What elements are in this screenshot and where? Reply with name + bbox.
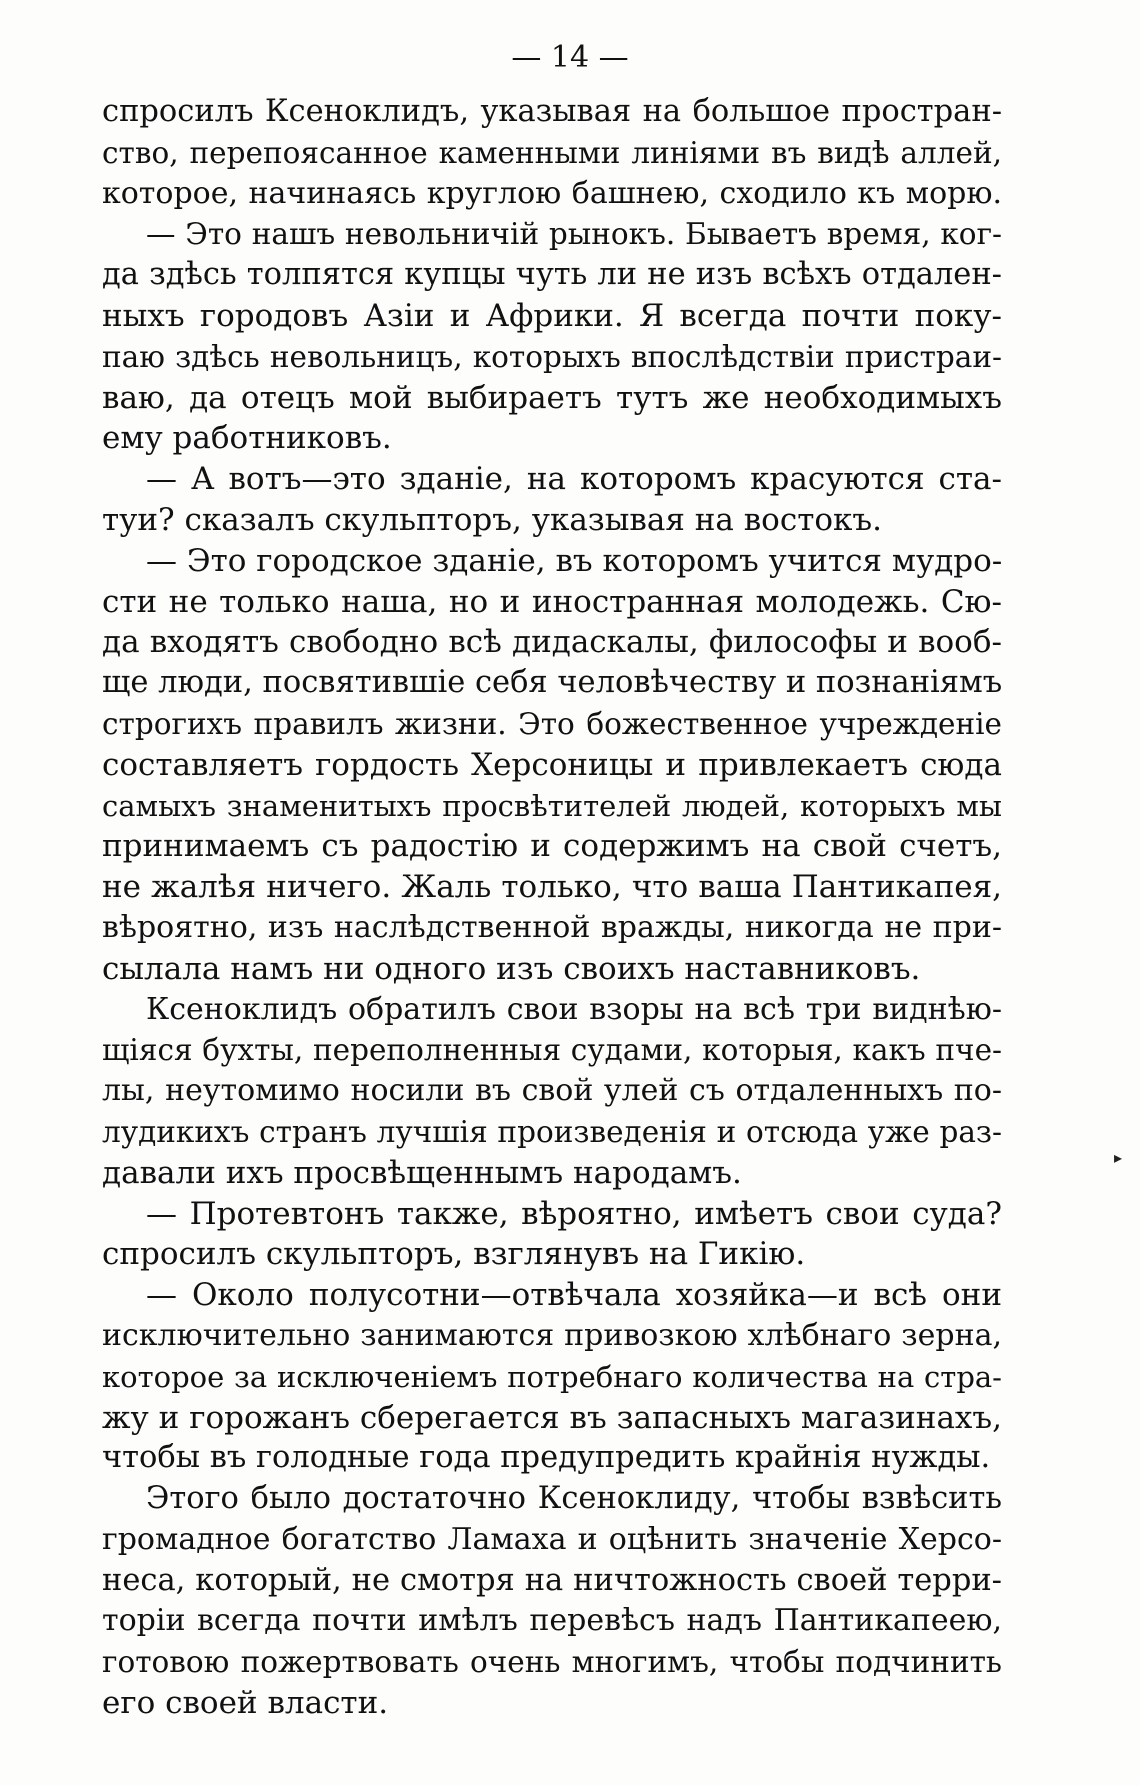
margin-mark: ▸	[1114, 1148, 1123, 1167]
text-line: не жалѣя ничего. Жаль только, что ваша Пантикапея,	[102, 869, 1002, 906]
text-line: готовою пожертвовать очень многимъ, чтобы подчинить	[102, 1645, 1002, 1680]
page-number: — 14 —	[511, 40, 629, 75]
text-line: составляетъ гордость Херсоницы и привлекаетъ сюда	[102, 746, 1002, 783]
text-line: сылала намъ ни одного изъ своихъ наставниковъ.	[102, 950, 921, 987]
text-line: жу и горожанъ сберегается въ запасныхъ магазинахъ,	[102, 1399, 1002, 1436]
text-line: которое, начинаясь круглою башнею, сходило къ морю.	[102, 175, 1002, 211]
text-line: паю здѣсь невольницъ, которыхъ впослѣдствіи пристраи-	[102, 339, 1002, 374]
text-line: ему работниковъ.	[102, 420, 392, 457]
text-line: спросилъ Ксеноклидъ, указывая на большое простран-	[102, 94, 1002, 129]
text-line: его своей власти.	[102, 1685, 389, 1722]
text-line: Этого было достаточно Ксеноклиду, чтобы взвѣсить	[146, 1481, 1002, 1517]
text-line: ваю, да отецъ мой выбираетъ тутъ же необходимыхъ	[102, 379, 1002, 416]
text-line: неса, который, не смотря на ничтожность своей терри-	[102, 1562, 1002, 1598]
text-line: принимаемъ съ радостію и содержимъ на свой счетъ,	[102, 828, 1002, 865]
text-line: — А вотъ—это зданіе, на которомъ красуются ста-	[146, 461, 1002, 498]
text-line: лы, неутомимо носили въ свой улей съ отдаленныхъ по-	[102, 1073, 1002, 1109]
text-line: да здѣсь толпятся купцы чуть ли не изъ всѣхъ отдален-	[102, 257, 1002, 293]
text-line: — Около полусотни—отвѣчала хозяйка—и всѣ они	[146, 1277, 1002, 1314]
text-line: торіи всегда почти имѣлъ перевѣсъ надъ Пантикапеею,	[102, 1603, 1002, 1639]
text-line: да входятъ свободно всѣ дидаскалы, философы и вооб-	[102, 624, 1002, 661]
text-line: строгихъ правилъ жизни. Это божественное учрежденіе	[102, 706, 1002, 741]
text-line: чтобы въ голодные года предупредить крайнія нужды.	[102, 1440, 991, 1476]
text-line: — Это нашъ невольничій рынокъ. Бываетъ время, ког-	[146, 217, 1002, 252]
text-line: туи? сказалъ скульпторъ, указывая на востокъ.	[102, 501, 882, 538]
text-line: ще люди, посвятившіе себя человѣчеству и познаніямъ	[102, 665, 1002, 701]
text-line: сти не только наша, но и иностранная молодежь. Сю-	[102, 583, 1002, 620]
text-line: спросилъ скульпторъ, взглянувъ на Гикію.	[102, 1236, 806, 1273]
text-line: исключительно занимаются привозкою хлѣбнаго зерна,	[102, 1317, 1002, 1353]
text-line: громадное богатство Ламаха и оцѣнить значеніе Херсо-	[102, 1521, 1002, 1557]
text-line: ныхъ городовъ Азіи и Африки. Я всегда почти поку-	[102, 297, 1002, 334]
text-line: ство, перепоясанное каменными линіями въ видѣ аллей,	[102, 135, 1002, 170]
body-text	[102, 92, 1002, 1724]
text-line: давали ихъ просвѣщеннымъ народамъ.	[102, 1154, 742, 1191]
text-line: вѣроятно, изъ наслѣдственной вражды, никогда не при-	[102, 909, 1002, 945]
text-line: щіяся бухты, переполненныя судами, которыя, какъ пче-	[102, 1033, 1002, 1068]
text-line: самыхъ знаменитыхъ просвѣтителей людей, которыхъ мы	[102, 788, 1002, 823]
text-line: Ксеноклидъ обратилъ свои взоры на всѣ три виднѣю-	[146, 991, 1002, 1027]
text-line: — Это городское зданіе, въ которомъ учится мудро-	[146, 542, 1002, 579]
text-line: лудикихъ странъ лучшія произведенія и отсюда уже раз-	[102, 1114, 1002, 1149]
text-line: которое за исключеніемъ потребнаго количества на стра-	[102, 1359, 1002, 1394]
text-line: — Протевтонъ также, вѣроятно, имѣетъ свои суда?	[146, 1195, 1002, 1232]
